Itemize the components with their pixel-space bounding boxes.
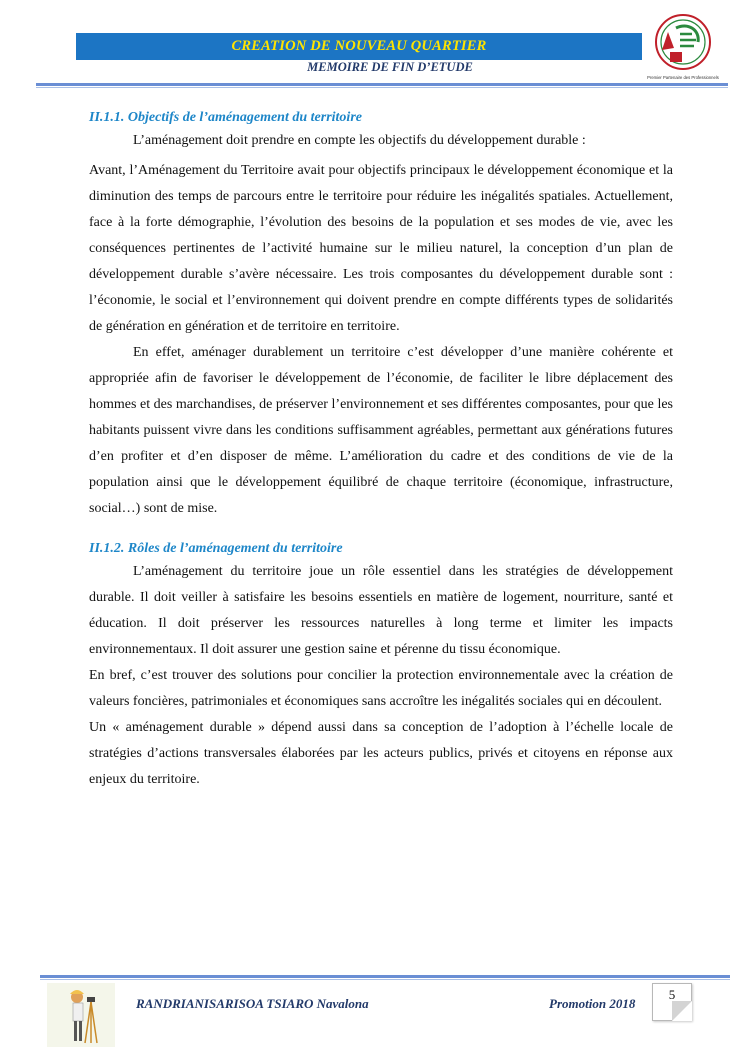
paragraph: En effet, aménager durablement un territoire c’est développer d’une manière cohérente et appropriée afin de favoriser le développement de l’économie, de faciliter le libre déplacement des hommes et des marchandises, de préserver l’environnement et ses différentes composantes, pour que les habitants puissent vivre dans les conditions suffisamment agréables, permettant aux générations futures d’en profiter et d’en disposer de même. L’amélioration du cadre et des conditions de vie de la population ainsi que le développement équilibré de chaque territoire (économique, infrastructure, social…) sont de mise.: [89, 345, 673, 516]
logo-caption: Premier Partenaire des Professionnels: [647, 75, 719, 80]
paragraph: Un « aménagement durable » dépend aussi dans sa conception de l’adoption à l’échelle locale de stratégies d’actions transversales élaborées par les acteurs publics, privés et citoyens en réponse aux enjeux du territoire.: [89, 720, 673, 787]
header-banner: [76, 33, 642, 60]
paragraph: L’aménagement doit prendre en compte les objectifs du développement durable :: [133, 133, 586, 148]
surveyor-icon: [47, 983, 115, 1047]
section-heading-roles: II.1.2. Rôles de l’aménagement du territoire: [89, 541, 343, 556]
banner-title: CREATION DE NOUVEAU QUARTIER: [231, 38, 487, 54]
paragraph: Avant, l’Aménagement du Territoire avait pour objectifs principaux le développement économique et la diminution des temps de parcours entre le territoire pour réduire les inégalités spatiales. Actuellement, face à la forte démographie, l’évolution des besoins de la population et ses modes de vie, avec les conséquences pertinentes de l’activité humaine sur le milieu naturel, la conception d’un plan de développement durable s’avère nécessaire. Les trois composantes du développement durable sont : l’économie, le social et l’environnement qui doivent prendre en compte différents types de solidarités de génération en génération et de territoire en territoire.: [89, 163, 673, 334]
paragraph: L’aménagement du territoire joue un rôle essentiel dans les stratégies de développement durable. Il doit veiller à satisfaire les besoins essentiels en matière de logement, nourriture, santé et éducation. Il doit préserver les ressources naturelles à long terme et limiter les impacts environnementaux. Il doit assurer une gestion saine et pérenne du tissu économique.: [89, 564, 673, 657]
institution-logo: [640, 12, 726, 84]
header-rule: [36, 83, 728, 86]
promotion-year: Promotion 2018: [549, 996, 636, 1011]
page-number-box: [652, 983, 692, 1021]
page-body: [89, 108, 673, 793]
page-fold-icon: [672, 1001, 692, 1021]
header-subtitle: MEMOIRE DE FIN D’ETUDE: [307, 60, 473, 74]
page-number: 5: [668, 987, 676, 1002]
paragraph: En bref, c’est trouver des solutions pour concilier la protection environnementale avec la création de valeurs foncières, patrimoniales et économiques sans accroître les inégalités sociales qui en découlent.: [89, 668, 673, 709]
footer-rule-thin: [40, 979, 730, 980]
author-name: RANDRIANISARISOA TSIARO Navalona: [136, 996, 369, 1011]
section-heading-objectifs: II.1.1. Objectifs de l’aménagement du territoire: [89, 110, 362, 125]
header-rule-thin: [36, 87, 728, 88]
footer-rule: [40, 975, 730, 978]
